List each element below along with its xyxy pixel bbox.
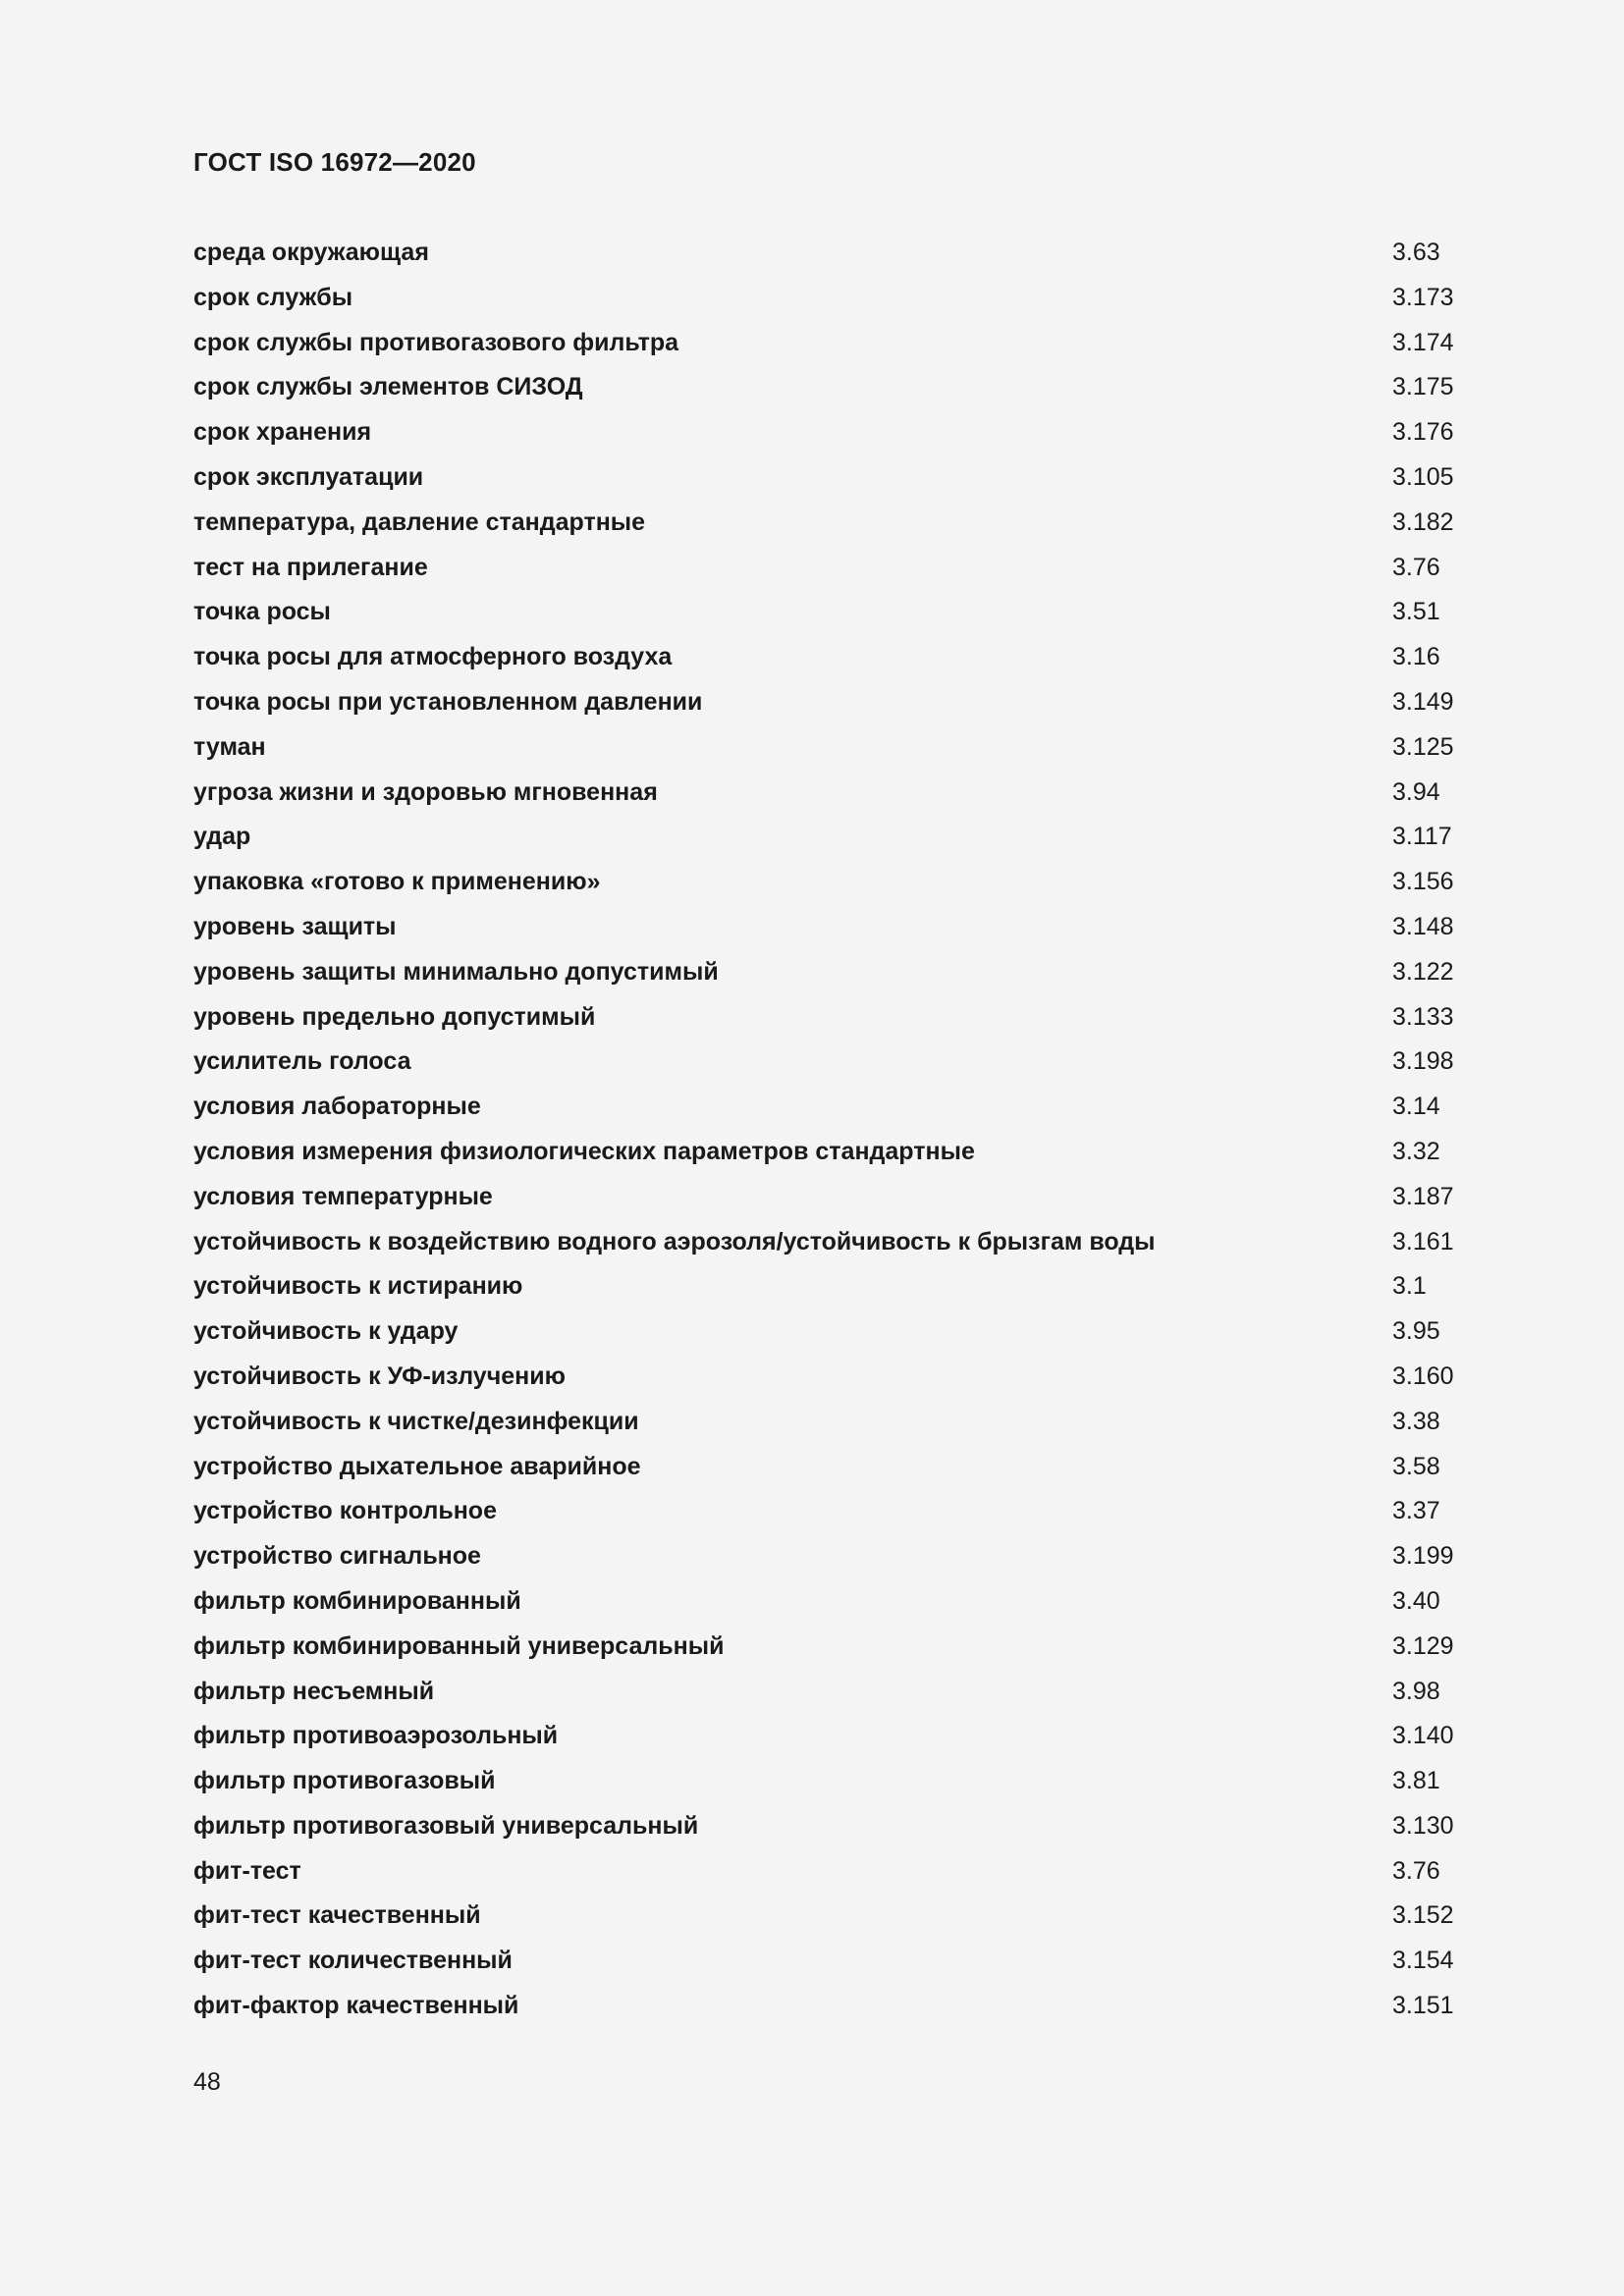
index-entry <box>193 639 1480 684</box>
index-reference: 3.76 <box>1392 553 1440 581</box>
index-reference: 3.51 <box>1392 598 1440 626</box>
index-term: фит-тест качественный <box>193 1901 481 1930</box>
index-term: точка росы при установленном давлении <box>193 687 703 716</box>
index-term: фильтр комбинированный универсальный <box>193 1631 725 1660</box>
index-entry <box>193 1449 1480 1494</box>
index-entry <box>193 1674 1480 1719</box>
index-entry <box>193 325 1480 370</box>
index-reference: 3.161 <box>1392 1227 1454 1255</box>
index-term: температура, давление стандартные <box>193 507 646 536</box>
index-entry <box>193 909 1480 954</box>
index-term: устойчивость к воздействию водного аэрозоля/устойчивость к брызгам воды <box>193 1227 1156 1255</box>
index-entry <box>193 505 1480 550</box>
index-entry <box>193 684 1480 729</box>
index-entry <box>193 1493 1480 1538</box>
index-entry <box>193 235 1480 280</box>
index-term: угроза жизни и здоровью мгновенная <box>193 777 658 806</box>
index-term: усилитель голоса <box>193 1047 411 1076</box>
index-term: устойчивость к чистке/дезинфекции <box>193 1407 639 1435</box>
page-number: 48 <box>193 2068 221 2096</box>
index-term: фильтр комбинированный <box>193 1586 521 1615</box>
index-entry <box>193 550 1480 595</box>
index-reference: 3.140 <box>1392 1722 1454 1750</box>
index-reference: 3.125 <box>1392 732 1454 761</box>
index-entry <box>193 999 1480 1044</box>
index-term: условия температурные <box>193 1182 493 1210</box>
index-term: тест на прилегание <box>193 553 428 581</box>
index-reference: 3.94 <box>1392 777 1440 806</box>
index-reference: 3.152 <box>1392 1901 1454 1930</box>
index-reference: 3.122 <box>1392 957 1454 986</box>
index-term: среда окружающая <box>193 239 429 266</box>
index-reference: 3.38 <box>1392 1407 1440 1435</box>
index-entry <box>193 1268 1480 1313</box>
index-reference: 3.156 <box>1392 868 1454 896</box>
index-term: устойчивость к истиранию <box>193 1272 523 1301</box>
index-reference: 3.105 <box>1392 462 1454 491</box>
index-reference: 3.63 <box>1392 239 1440 266</box>
index-reference: 3.81 <box>1392 1767 1440 1795</box>
index-reference: 3.98 <box>1392 1677 1440 1705</box>
index-entry <box>193 1853 1480 1898</box>
index-entry <box>193 459 1480 505</box>
index-reference: 3.76 <box>1392 1856 1440 1885</box>
index-reference: 3.133 <box>1392 1002 1454 1031</box>
index-entry <box>193 280 1480 325</box>
index-reference: 3.187 <box>1392 1182 1454 1210</box>
index-entry <box>193 729 1480 774</box>
index-term: срок эксплуатации <box>193 462 424 491</box>
index-entry <box>193 954 1480 999</box>
index-reference: 3.40 <box>1392 1586 1440 1615</box>
index-entry <box>193 369 1480 414</box>
index-entry <box>193 1134 1480 1179</box>
index-reference: 3.154 <box>1392 1947 1454 1975</box>
index-entry <box>193 1718 1480 1763</box>
index-reference: 3.199 <box>1392 1542 1454 1571</box>
index-term: фильтр противогазовый <box>193 1767 496 1795</box>
alphabetical-index <box>193 235 1480 2033</box>
index-reference: 3.198 <box>1392 1047 1454 1076</box>
index-entry <box>193 1583 1480 1629</box>
index-entry <box>193 864 1480 909</box>
index-entry <box>193 1988 1480 2033</box>
index-term: срок хранения <box>193 418 372 447</box>
index-reference: 3.1 <box>1392 1272 1427 1301</box>
index-reference: 3.182 <box>1392 507 1454 536</box>
index-term: устройство контрольное <box>193 1497 497 1525</box>
index-term: фит-тест <box>193 1856 301 1885</box>
index-reference: 3.95 <box>1392 1317 1440 1346</box>
index-term: уровень защиты <box>193 912 397 940</box>
index-term: точка росы для атмосферного воздуха <box>193 643 673 671</box>
index-reference: 3.174 <box>1392 328 1454 356</box>
index-reference: 3.175 <box>1392 373 1454 401</box>
document-title: ГОСТ ISO 16972—2020 <box>193 147 476 177</box>
index-term: устойчивость к УФ-излучению <box>193 1362 566 1390</box>
index-term: фит-фактор качественный <box>193 1992 519 2020</box>
index-reference: 3.14 <box>1392 1093 1440 1121</box>
index-entry <box>193 1404 1480 1449</box>
index-entry <box>193 1179 1480 1224</box>
index-reference: 3.173 <box>1392 283 1454 311</box>
index-term: фильтр противоаэрозольный <box>193 1722 559 1750</box>
index-term: условия измерения физиологических параметров стандартные <box>193 1137 975 1165</box>
index-entry <box>193 1313 1480 1359</box>
index-reference: 3.32 <box>1392 1137 1440 1165</box>
index-reference: 3.58 <box>1392 1452 1440 1480</box>
index-reference: 3.129 <box>1392 1631 1454 1660</box>
index-term: точка росы <box>193 598 331 626</box>
index-term: устройство сигнальное <box>193 1542 481 1571</box>
index-reference: 3.151 <box>1392 1992 1454 2020</box>
index-entry <box>193 1943 1480 1988</box>
index-term: уровень защиты минимально допустимый <box>193 957 719 986</box>
index-entry <box>193 1808 1480 1853</box>
index-entry <box>193 1763 1480 1808</box>
index-entry <box>193 1224 1480 1269</box>
index-reference: 3.16 <box>1392 643 1440 671</box>
index-reference: 3.176 <box>1392 418 1454 447</box>
index-entry <box>193 414 1480 459</box>
index-entry <box>193 1359 1480 1404</box>
index-entry <box>193 1043 1480 1089</box>
index-entry <box>193 774 1480 820</box>
index-reference: 3.37 <box>1392 1497 1440 1525</box>
index-entry <box>193 819 1480 864</box>
index-entry <box>193 1629 1480 1674</box>
index-term: фит-тест количественный <box>193 1947 513 1975</box>
index-term: срок службы <box>193 283 353 311</box>
index-term: туман <box>193 732 266 761</box>
index-term: фильтр несъемный <box>193 1677 435 1705</box>
index-reference: 3.130 <box>1392 1811 1454 1840</box>
index-entry <box>193 1538 1480 1583</box>
index-term: уровень предельно допустимый <box>193 1002 596 1031</box>
index-reference: 3.117 <box>1392 823 1452 851</box>
index-term: устойчивость к удару <box>193 1317 459 1346</box>
index-entry <box>193 1897 1480 1943</box>
index-term: фильтр противогазовый универсальный <box>193 1811 699 1840</box>
index-entry <box>193 1089 1480 1134</box>
index-term: упаковка «готово к применению» <box>193 868 601 896</box>
index-entry <box>193 594 1480 639</box>
index-term: срок службы элементов СИЗОД <box>193 373 583 401</box>
index-term: устройство дыхательное аварийное <box>193 1452 641 1480</box>
index-reference: 3.148 <box>1392 912 1454 940</box>
index-reference: 3.160 <box>1392 1362 1454 1390</box>
index-reference: 3.149 <box>1392 687 1454 716</box>
index-term: условия лабораторные <box>193 1093 481 1121</box>
index-term: срок службы противогазового фильтра <box>193 328 678 356</box>
index-term: удар <box>193 823 251 851</box>
